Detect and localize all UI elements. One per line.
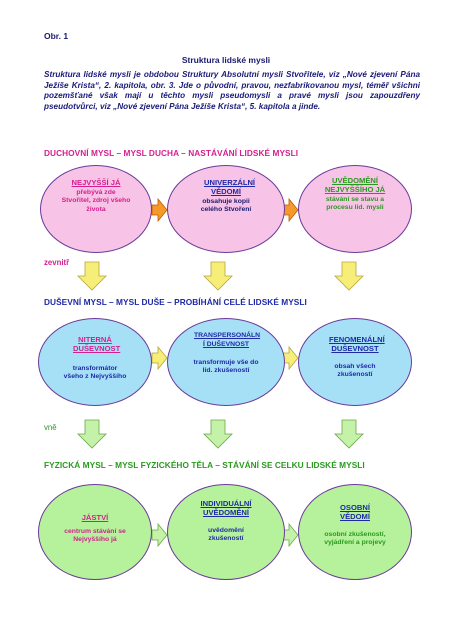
node-selfhood (38, 484, 152, 580)
figure-label: Obr. 1 (44, 31, 69, 41)
arrow-right-icon (283, 199, 298, 221)
arrow-right-icon (283, 347, 298, 369)
arrow-down-icon (78, 420, 106, 448)
intro-paragraph: Struktura lidské mysli je obdobou Struktury Absolutní mysli Stvořitele, viz „Nové zjevení Pána Ježíše Krista“, 2. kapitola, obr. 3. Jde o původní, pravou, nezfabrikovanou mysl, téměř všichni pozemšťané však mají u těchto mysli pseudomysli a pravé mysli jsou zapouzdřeny pseudotvůrci, viz „Nové zjevení Pána Ježíše Krista“, 5. kapitola a jinde. (44, 70, 420, 111)
arrow-right-icon (283, 524, 298, 546)
section-spirit-heading: DUCHOVNÍ MYSL – MYSL DUCHA – NASTÁVÁNÍ LIDSKÉ MYSLI (44, 148, 299, 158)
node-body: stávání se stavu a procesu lid. mysli (325, 196, 385, 212)
node-title: OSOBNÍ VĚDOMÍ (340, 503, 370, 521)
node-body: přebývá zde Stvořitel, zdroj všeho života (61, 189, 131, 213)
node-awareness-highest-self (298, 165, 412, 253)
arrow-down-icon (204, 262, 232, 290)
section-soul-heading: DUŠEVNÍ MYSL – MYSL DUŠE – PROBÍHÁNÍ CELÉ LIDSKÉ MYSLI (44, 297, 307, 307)
arrow-down-icon (204, 420, 232, 448)
node-personal-consciousness (298, 484, 412, 580)
node-title: TRANSPERSONÁLN Í DUŠEVNOST (194, 332, 261, 348)
node-title: JÁSTVÍ (81, 513, 109, 522)
arrow-down-icon (78, 262, 106, 290)
arrow-down-icon (335, 262, 363, 290)
node-title: NEJVYŠŠÍ JÁ (71, 178, 121, 187)
node-inner-soul (38, 318, 152, 406)
node-body: transformuje vše do lid. zkušeností (193, 359, 259, 375)
node-title: INDIVIDUÁLNÍ UVĚDOMĚNÍ (200, 499, 252, 517)
arrow-down-icon (335, 420, 363, 448)
arrow-right-icon (152, 524, 167, 546)
node-body: obsah všech zkušeností (334, 363, 376, 379)
section-physical-heading: FYZICKÁ MYSL – MYSL FYZICKÉHO TĚLA – STÁVÁNÍ SE CELKU LIDSKÉ MYSLI (44, 460, 365, 470)
node-title: FENOMENÁLNÍ DUŠEVNOST (329, 335, 385, 353)
node-highest-self (40, 165, 152, 253)
diagram-title: Struktura lidské mysli (181, 55, 271, 65)
arrow-right-icon (152, 347, 167, 369)
node-title: NITERNÁ DUŠEVNOST (73, 335, 121, 353)
node-individual-awareness (167, 484, 285, 580)
arrow-right-icon (152, 199, 167, 221)
node-title: UNIVERZÁLNÍ VĚDOMÍ (204, 178, 256, 196)
note-outside: vně (44, 423, 57, 432)
node-body: osobní zkušeností, vyjádření a projevy (324, 531, 386, 547)
note-inside: zevnitř (44, 258, 70, 267)
node-body: obsahuje kopii celého Stvoření (200, 198, 252, 214)
node-phenomenal-soul (298, 318, 412, 406)
node-body: uvědomění zkušeností (208, 527, 244, 543)
node-body: transformátor všeho z Nejvyššího (63, 365, 127, 381)
node-body: centrum stávání se Nejvyššího já (64, 528, 126, 544)
node-universal-consciousness (167, 165, 285, 253)
node-title: UVĚDOMĚNÍ NEJVYŠŠÍHO JÁ (324, 176, 386, 194)
node-transpersonal-soul (167, 318, 285, 406)
